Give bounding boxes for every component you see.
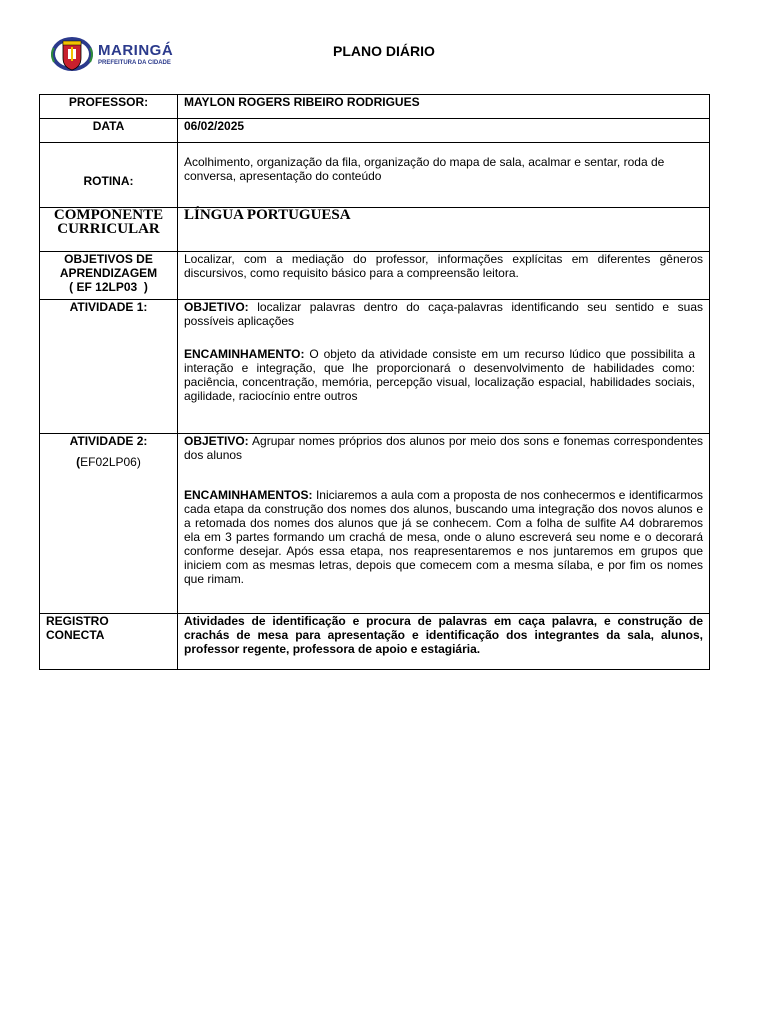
row-atividade1 [40, 300, 710, 434]
row-professor [40, 95, 710, 119]
componente-value: LÍNGUA PORTUGUESA [178, 208, 710, 252]
atividade1-objetivo-label: OBJETIVO: [184, 300, 249, 314]
row-objetivos [40, 252, 710, 300]
componente-label-line2: CURRICULAR [57, 221, 160, 237]
registro-value: Atividades de identificação e procura de palavras em caça palavra, e construção de crachás de mesa para apresentação e identificação dos integrantes da sala, alunos, professor regente, professora de apoio e estagiária. [178, 614, 710, 670]
componente-label-line1: COMPONENTE [53, 207, 164, 223]
objetivos-label-line1: OBJETIVOS DE [64, 252, 153, 266]
atividade2-objetivo [184, 434, 703, 462]
atividade2-code-text: EF02LP06) [80, 455, 141, 469]
registro-label [40, 614, 178, 670]
atividade1-encaminhamento-text: O objeto da atividade consiste em um recurso lúdico que possibilita a interação e integração, que lhe proporcionará o desenvolvimento de habilidades como: paciência, concentração, memória, percepção visual, localização espacial, habilidades sociais, agilidade, raciocínio entre outros [184, 347, 695, 403]
objetivos-label-line2: APRENDIZAGEM [59, 266, 158, 280]
logo-name: MARINGÁ [98, 41, 174, 59]
componente-label [40, 208, 178, 252]
row-registro [40, 614, 710, 670]
rotina-label: ROTINA: [40, 143, 178, 208]
rotina-value: Acolhimento, organização da fila, organização do mapa de sala, acalmar e sentar, roda de conversa, apresentação do conteúdo [178, 143, 710, 208]
atividade2-encaminhamentos [184, 488, 703, 586]
plan-table [39, 94, 710, 670]
atividade2-objetivo-text: Agrupar nomes próprios dos alunos por meio dos sons e fonemas correspondentes dos alunos [184, 434, 703, 462]
document-title-text: PLANO DIÁRIO [333, 43, 435, 59]
professor-value: MAYLON ROGERS RIBEIRO RODRIGUES [178, 95, 710, 119]
atividade2-code-paren: ( [76, 455, 81, 469]
atividade2-encaminhamentos-label: ENCAMINHAMENTOS: [184, 488, 313, 502]
row-componente [40, 208, 710, 252]
atividade2-content [178, 434, 710, 614]
registro-label-line2: CONECTA [46, 628, 105, 642]
atividade1-content [178, 300, 710, 434]
atividade1-objetivo-text: localizar palavras dentro do caça-palavras identificando seu sentido e suas possíveis aplicações [184, 300, 703, 328]
atividade1-encaminhamento-label: ENCAMINHAMENTO: [184, 347, 305, 361]
professor-label: PROFESSOR: [40, 95, 178, 119]
data-label: DATA [40, 119, 178, 143]
atividade1-label: ATIVIDADE 1: [40, 300, 178, 434]
row-data [40, 119, 710, 143]
objetivos-label [40, 252, 178, 300]
document-title [0, 43, 768, 59]
registro-label-line1: REGISTRO [46, 614, 109, 628]
objetivos-value: Localizar, com a mediação do professor, informações explícitas em diferentes gêneros discursivos, como requisito básico para a compreensão leitora. [178, 252, 710, 300]
atividade2-objetivo-label: OBJETIVO: [184, 434, 249, 448]
row-atividade2 [40, 434, 710, 614]
atividade2-label: ATIVIDADE 2: [69, 434, 148, 448]
atividade2-encaminhamentos-text: Iniciaremos a aula com a proposta de nos conhecermos e identificarmos cada etapa da construção dos nomes dos alunos, buscando uma integração dos novos alunos e a retomada dos nomes dos alunos que já se conhecem. Com a folha de sulfite A4 dobraremos ela em 3 partes formando um crachá de mesa, onde o aluno escreverá seu nome e o decorará conforme desejar. Após essa etapa, nos reapresentaremos e nos juntaremos em grupos que iniciem com as mesmas letras, depois que comecem com a mesma sílaba, e por fim os nomes que rimam. [184, 488, 703, 586]
objetivos-label-line3: ( EF 12LP03 ) [69, 280, 148, 294]
data-value: 06/02/2025 [178, 119, 710, 143]
row-rotina [40, 143, 710, 208]
atividade2-code [46, 455, 171, 469]
atividade2-label-cell [40, 434, 178, 614]
atividade1-objetivo [184, 300, 703, 328]
atividade1-encaminhamento [184, 347, 703, 403]
logo-subtitle: PREFEITURA DA CIDADE [98, 59, 171, 66]
